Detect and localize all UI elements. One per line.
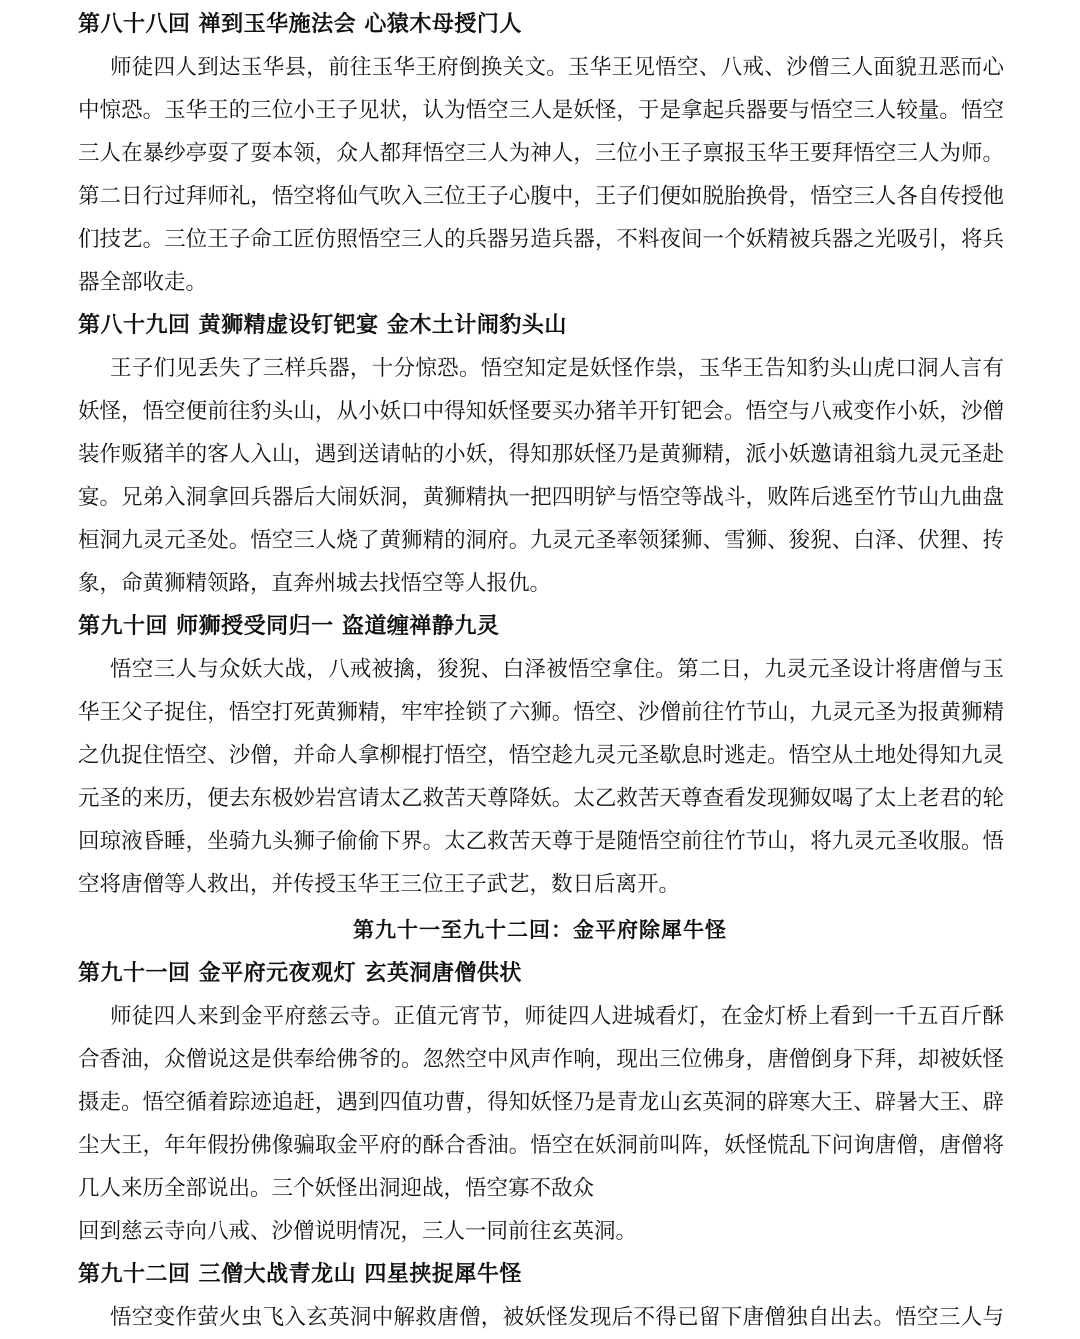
chapter-91-line: 几人来历全部说出。三个妖怪出洞迎战，悟空寡不敌众 [78, 1176, 595, 1201]
chapter-91-line: 尘大王，年年假扮佛像骗取金平府的酥合香油。悟空在妖洞前叫阵，妖怪慌乱下问询唐僧，唐僧将 [78, 1133, 1004, 1158]
chapter-89-line: 装作贩猪羊的客人入山，遇到送请帖的小妖，得知那妖怪乃是黄狮精，派小妖邀请祖翁九灵元圣赴 [78, 442, 1004, 467]
section-title: 第九十一至九十二回：金平府除犀牛怪 [353, 917, 727, 942]
chapter-88-line: 师徒四人到达玉华县，前往玉华王府倒换关文。玉华王见悟空、八戒、沙僧三人面貌丑恶而心 [110, 55, 1004, 80]
chapter-90-line: 华王父子捉住，悟空打死黄狮精，牢牢拴锁了六狮。悟空、沙僧前往竹节山，九灵元圣为报黄狮精 [78, 700, 1004, 725]
chapter-88-line: 器全部收走。 [78, 270, 208, 295]
chapter-91-heading: 第九十一回 金平府元夜观灯 玄英洞唐僧供状 [78, 961, 522, 986]
chapter-90-line: 悟空三人与众妖大战，八戒被擒，狻猊、白泽被悟空拿住。第二日，九灵元圣设计将唐僧与玉 [110, 657, 1004, 682]
chapter-88-heading: 第八十八回 禅到玉华施法会 心猿木母授门人 [78, 12, 522, 37]
chapter-90-line: 空将唐僧等人救出，并传授玉华王三位王子武艺，数日后离开。 [78, 872, 681, 897]
chapter-90-line: 回琼液昏睡，坐骑九头狮子偷偷下界。太乙救苦天尊于是随悟空前往竹节山，将九灵元圣收服。悟 [78, 829, 1004, 854]
chapter-92-line: 悟空变作萤火虫飞入玄英洞中解救唐僧，被妖怪发现后不得已留下唐僧独自出去。悟空三人与 [110, 1305, 1004, 1330]
chapter-91-line: 合香油，众僧说这是供奉给佛爷的。忽然空中风声作响，现出三位佛身，唐僧倒身下拜，却被妖怪 [78, 1047, 1004, 1072]
chapter-88-line: 们技艺。三位王子命工匠仿照悟空三人的兵器另造兵器，不料夜间一个妖精被兵器之光吸引，将兵 [78, 227, 1004, 252]
chapter-89-line: 王子们见丢失了三样兵器，十分惊恐。悟空知定是妖怪作祟，玉华王告知豹头山虎口洞人言有 [110, 356, 1004, 381]
chapter-92-heading: 第九十二回 三僧大战青龙山 四星挟捉犀牛怪 [78, 1262, 522, 1287]
chapter-89-line: 宴。兄弟入洞拿回兵器后大闹妖洞，黄狮精执一把四明铲与悟空等战斗，败阵后逃至竹节山九曲盘 [78, 485, 1004, 510]
chapter-91-line: 师徒四人来到金平府慈云寺。正值元宵节，师徒四人进城看灯，在金灯桥上看到一千五百斤酥 [110, 1004, 1004, 1029]
chapter-89-line: 象，命黄狮精领路，直奔州城去找悟空等人报仇。 [78, 571, 552, 596]
chapter-91-line: 回到慈云寺向八戒、沙僧说明情况，三人一同前往玄英洞。 [78, 1219, 638, 1244]
chapter-89-line: 妖怪，悟空便前往豹头山，从小妖口中得知妖怪要买办猪羊开钉钯会。悟空与八戒变作小妖，沙僧 [78, 399, 1004, 424]
chapter-88-line: 第二日行过拜师礼，悟空将仙气吹入三位王子心腹中，王子们便如脱胎换骨，悟空三人各自传授他 [78, 184, 1004, 209]
chapter-90-line: 元圣的来历，便去东极妙岩宫请太乙救苦天尊降妖。太乙救苦天尊查看发现狮奴喝了太上老君的轮 [78, 786, 1004, 811]
chapter-88-line: 三人在暴纱亭耍了耍本领，众人都拜悟空三人为神人，三位小王子禀报玉华王要拜悟空三人为师。 [78, 141, 1004, 166]
chapter-90-line: 之仇捉住悟空、沙僧，并命人拿柳棍打悟空，悟空趁九灵元圣歇息时逃走。悟空从土地处得知九灵 [78, 743, 1004, 768]
chapter-89-line: 桓洞九灵元圣处。悟空三人烧了黄狮精的洞府。九灵元圣率领猱狮、雪狮、狻猊、白泽、伏狸、抟 [78, 528, 1004, 553]
chapter-90-heading: 第九十回 师狮授受同归一 盗道缠禅静九灵 [78, 614, 500, 639]
chapter-89-heading: 第八十九回 黄狮精虚设钉钯宴 金木土计闹豹头山 [78, 313, 567, 338]
chapter-91-line: 摄走。悟空循着踪迹追赶，遇到四值功曹，得知妖怪乃是青龙山玄英洞的辟寒大王、辟暑大王、辟 [78, 1090, 1004, 1115]
chapter-88-line: 中惊恐。玉华王的三位小王子见状，认为悟空三人是妖怪，于是拿起兵器要与悟空三人较量。悟空 [78, 98, 1004, 123]
